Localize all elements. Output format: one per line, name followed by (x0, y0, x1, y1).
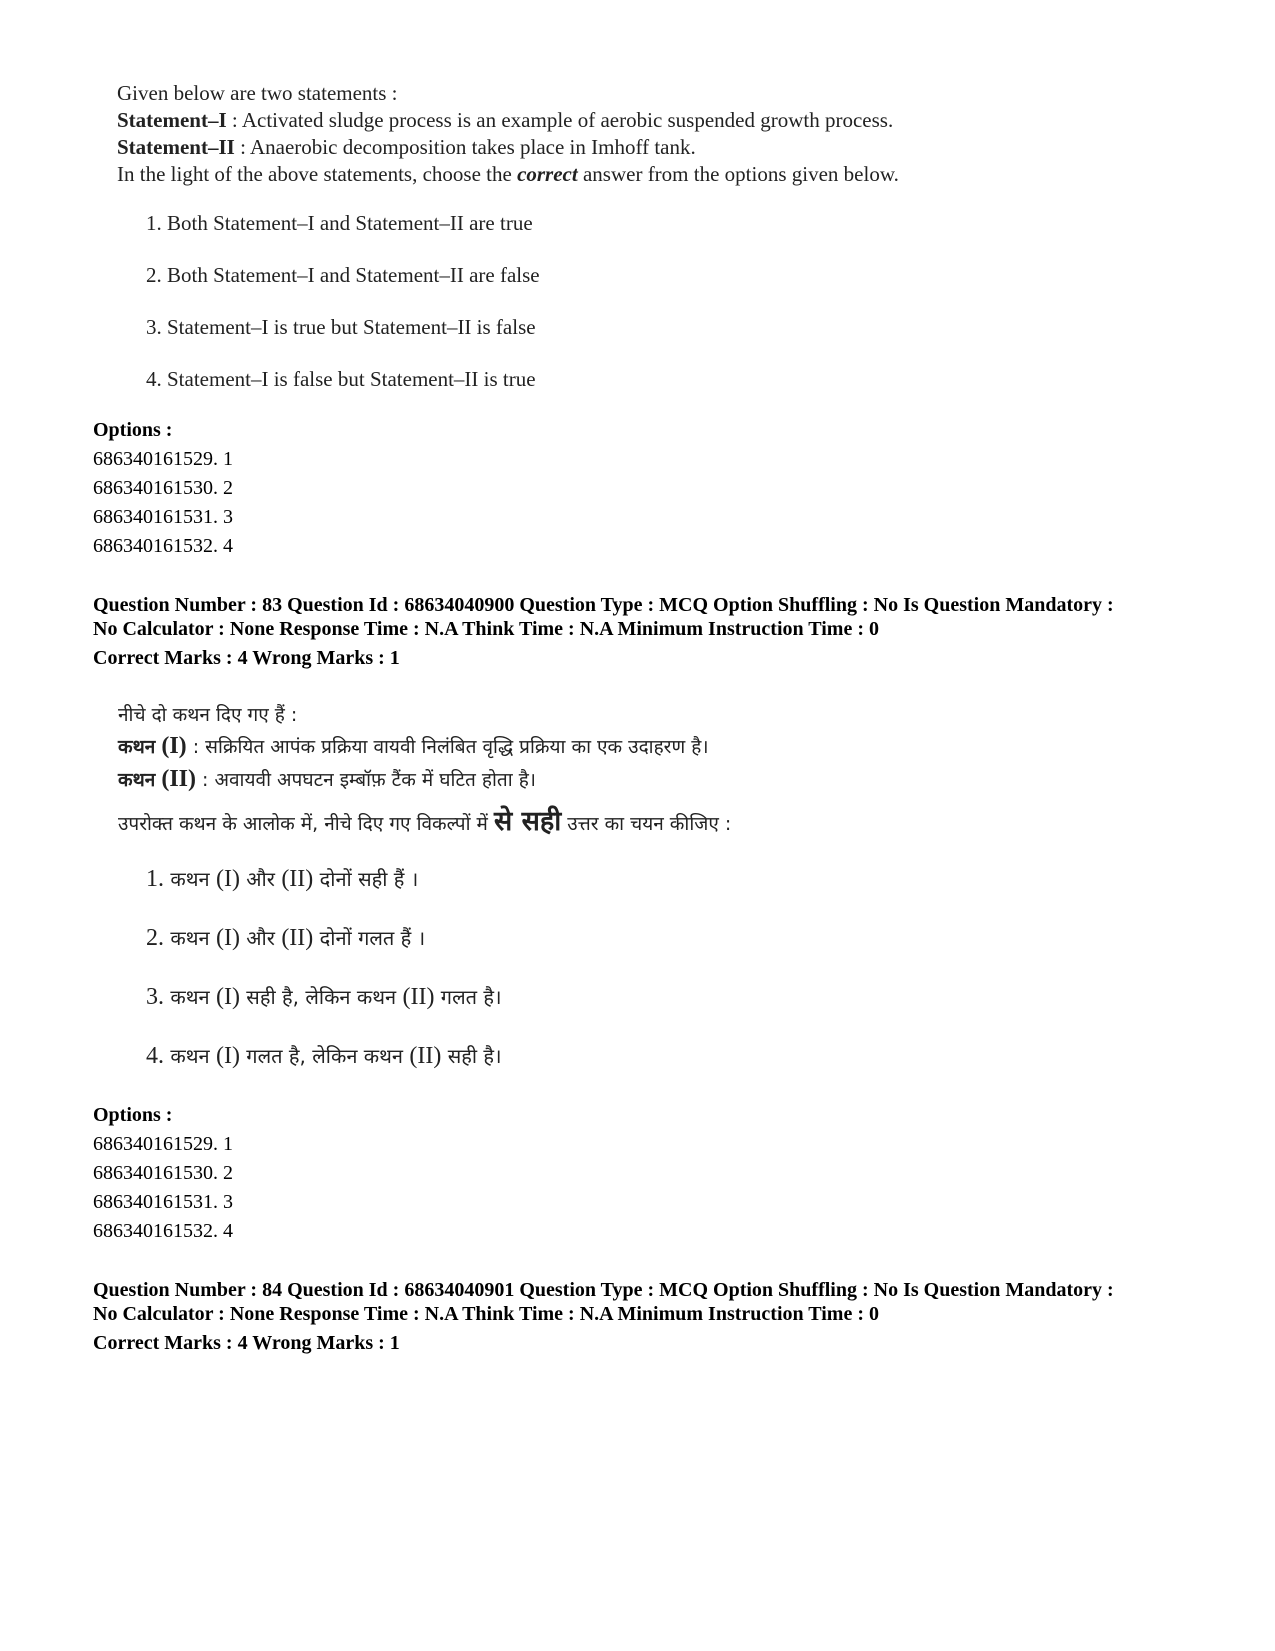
meta-line-2: No Calculator : None Response Time : N.A Think Time : N.A Minimum Instruction Time : 0 (93, 1303, 879, 1325)
statement-1-text: : Activated sludge process is an example of aerobic suspended growth process. (226, 108, 894, 132)
statement-2 (117, 134, 899, 161)
instruction-pre: उपरोक्त कथन के आलोक में, नीचे दिए गए विकल्पों में (118, 813, 494, 835)
statement-2-label: Statement–II (117, 135, 235, 159)
instruction (118, 801, 731, 838)
statement-2-text: : Anaerobic decomposition takes place in Imhoff tank. (234, 135, 696, 159)
marks-line: Correct Marks : 4 Wrong Marks : 1 (93, 647, 400, 669)
statement-2-roman: (II) (161, 766, 196, 792)
instruction-post: उत्तर का चयन कीजिए : (561, 813, 732, 835)
choice-1: 1. Both Statement–I and Statement–II are true (146, 211, 533, 235)
choice-4: 4. Statement–I is false but Statement–II is true (146, 367, 536, 391)
option-id: 686340161529. 1 (93, 1133, 233, 1155)
question-84-meta (93, 1278, 1114, 1355)
statement-1 (117, 107, 899, 134)
option-id: 686340161530. 2 (93, 1162, 233, 1184)
statement-1-label: Statement–I (117, 108, 227, 132)
option-id: 686340161532. 4 (93, 1220, 233, 1242)
choice-4: 4. कथन (I) गलत है, लेकिन कथन (II) सही है। (146, 1043, 502, 1069)
options-list-83 (93, 1101, 233, 1246)
statement-1-text: : सक्रियित आपंक प्रक्रिया वायवी निलंबित वृद्धि प्रक्रिया का एक उदाहरण है। (186, 736, 709, 758)
marks-line: Correct Marks : 4 Wrong Marks : 1 (93, 1332, 400, 1354)
options-list-82 (93, 416, 233, 561)
option-id: 686340161530. 2 (93, 477, 233, 499)
instruction (117, 161, 899, 188)
choice-1: 1. कथन (I) और (II) दोनों सही हैं । (146, 866, 419, 892)
options-title: Options : (93, 419, 173, 441)
statement-2-text: : अवायवी अपघटन इम्बॉफ़ टैंक में घटित होता है। (196, 769, 536, 791)
question-intro: Given below are two statements : (117, 81, 398, 105)
statement-1-label: कथन (118, 736, 156, 758)
meta-line-1: Question Number : 84 Question Id : 68634040901 Question Type : MCQ Option Shuffling : No Is Question Mandatory : (93, 1279, 1114, 1301)
statement-2 (118, 766, 536, 793)
instruction-emphasis: से सही (493, 806, 562, 837)
instruction-pre: In the light of the above statements, choose the (117, 162, 518, 186)
question-intro: नीचे दो कथन दिए गए हैं : (118, 704, 298, 726)
choice-2: 2. Both Statement–I and Statement–II are false (146, 263, 540, 287)
instruction-post: answer from the options given below. (577, 162, 899, 186)
statement-1-roman: (I) (161, 733, 187, 759)
option-id: 686340161532. 4 (93, 535, 233, 557)
choice-3: 3. कथन (I) सही है, लेकिन कथन (II) गलत है। (146, 984, 502, 1010)
options-title: Options : (93, 1104, 173, 1126)
choice-2: 2. कथन (I) और (II) दोनों गलत हैं । (146, 925, 426, 951)
meta-line-2: No Calculator : None Response Time : N.A Think Time : N.A Minimum Instruction Time : 0 (93, 618, 879, 640)
question-83-meta (93, 593, 1114, 670)
choice-3: 3. Statement–I is true but Statement–II is false (146, 315, 536, 339)
statement-1 (118, 733, 709, 760)
option-id: 686340161531. 3 (93, 1191, 233, 1213)
option-id: 686340161531. 3 (93, 506, 233, 528)
instruction-emphasis: correct (517, 162, 578, 186)
meta-line-1: Question Number : 83 Question Id : 68634040900 Question Type : MCQ Option Shuffling : No Is Question Mandatory : (93, 594, 1114, 616)
question-82-text (117, 80, 899, 188)
statement-2-label: कथन (118, 769, 156, 791)
option-id: 686340161529. 1 (93, 448, 233, 470)
